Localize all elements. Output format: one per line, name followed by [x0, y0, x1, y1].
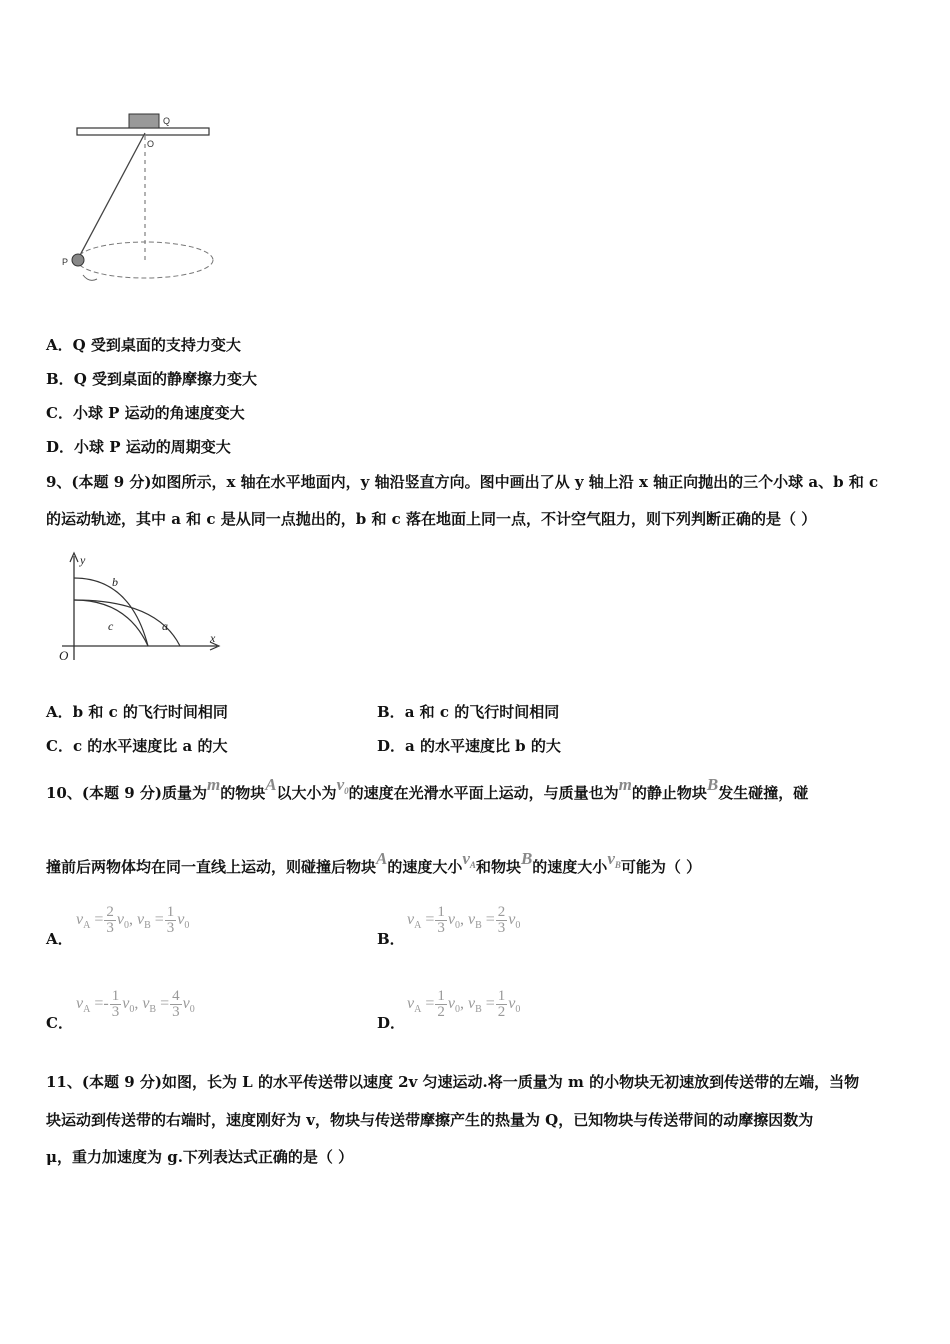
sym-a: A	[265, 775, 277, 794]
q8-option-b[interactable]: B．Q 受到桌面的静摩擦力变大	[46, 370, 257, 388]
q10-option-b-letter[interactable]: B．	[377, 930, 405, 948]
sym-v0: $v_0$	[336, 775, 349, 796]
label-q: Q	[163, 116, 171, 126]
q9-option-d[interactable]: D．a 的水平速度比 b 的大	[377, 737, 561, 755]
label-c: c	[108, 619, 114, 633]
q9-stem-line1: 9、(本题 9 分)如图所示，x 轴在水平地面内，y 轴沿竖直方向。图中画出了从 y 轴上沿 x 轴正向抛出的三个小球 a、b 和 c	[46, 473, 879, 491]
q11-line3: μ，重力加速度为 g.下列表达式正确的是（ ）	[46, 1148, 354, 1166]
sym-va: $v_A$	[462, 849, 476, 870]
sym-m2: m	[618, 775, 632, 794]
q10-option-c-formula: $v_A$ =- $\frac{1}{3}$ $v_0$, $v_B$ = $\frac{4}{3}$ $v_0$	[76, 988, 195, 1020]
q10-option-c-letter[interactable]: C．	[46, 1014, 73, 1032]
trajectory-figure	[52, 548, 227, 668]
sym-b2: B	[520, 849, 533, 868]
sym-vb: $v_B$	[607, 849, 621, 870]
label-b: b	[112, 575, 118, 589]
ball-p	[72, 254, 84, 266]
block-q	[129, 114, 159, 128]
q11-line1: 11、(本题 9 分)如图，长为 L 的水平传送带以速度 2v 匀速运动.将一质量为 m 的小物块无初速放到传送带的左端，当物	[46, 1073, 860, 1091]
q8-option-a[interactable]: A．Q 受到桌面的支持力变大	[46, 336, 241, 354]
q10-stem-line1: 10、(本题 9 分)质量为m的物块A以大小为$v_0$的速度在光滑水平面上运动，与质量也为m的静止物块B发生碰撞，碰	[46, 775, 809, 802]
q8-option-c[interactable]: C．小球 P 运动的角速度变大	[46, 404, 245, 422]
pendulum-figure	[55, 105, 230, 290]
q10-option-d-formula: $v_A$ = $\frac{1}{2}$ $v_0$, $v_B$ = $\frac{1}{2}$ $v_0$	[407, 988, 521, 1020]
q9-option-c[interactable]: C．c 的水平速度比 a 的大	[46, 737, 228, 755]
table-top	[77, 128, 209, 135]
q10-option-d-letter[interactable]: D．	[377, 1014, 406, 1032]
sym-a2: A	[376, 849, 388, 868]
sym-m: m	[206, 775, 221, 794]
label-y: y	[80, 553, 86, 567]
q10-option-a-formula: $v_A$ = $\frac{2}{3}$ $v_0$, $v_B$ = $\frac{1}{3}$ $v_0$	[76, 904, 190, 936]
q9-option-b[interactable]: B．a 和 c 的飞行时间相同	[377, 703, 560, 721]
q8-option-d[interactable]: D．小球 P 运动的周期变大	[46, 438, 231, 456]
q9-option-a[interactable]: A．b 和 c 的飞行时间相同	[46, 703, 228, 721]
label-a: a	[162, 619, 168, 633]
label-p: P	[62, 257, 69, 267]
label-o: O	[59, 648, 69, 663]
trajectory-b	[74, 578, 148, 646]
rotation-arrow	[83, 275, 97, 280]
pendulum-string	[78, 133, 145, 259]
label-o: O	[147, 139, 155, 149]
q9-stem-line2: 的运动轨迹，其中 a 和 c 是从同一点抛出的，b 和 c 落在地面上同一点，不计空气阻力，则下列判断正确的是（ ）	[46, 510, 817, 528]
q10-stem-line2: 撞前后两物体均在同一直线上运动，则碰撞后物块A的速度大小$v_A$和物块B的速度大小$v_B$可能为（ ）	[46, 849, 702, 876]
label-x: x	[210, 631, 216, 645]
q11-line2: 块运动到传送带的右端时，速度刚好为 v，物块与传送带摩擦产生的热量为 Q，已知物块与传送带间的动摩擦因数为	[46, 1111, 814, 1129]
q10-option-b-formula: $v_A$ = $\frac{1}{3}$ $v_0$, $v_B$ = $\frac{2}{3}$ $v_0$	[407, 904, 521, 936]
q10-option-a-letter[interactable]: A．	[46, 930, 73, 948]
sym-b: B	[706, 775, 719, 794]
